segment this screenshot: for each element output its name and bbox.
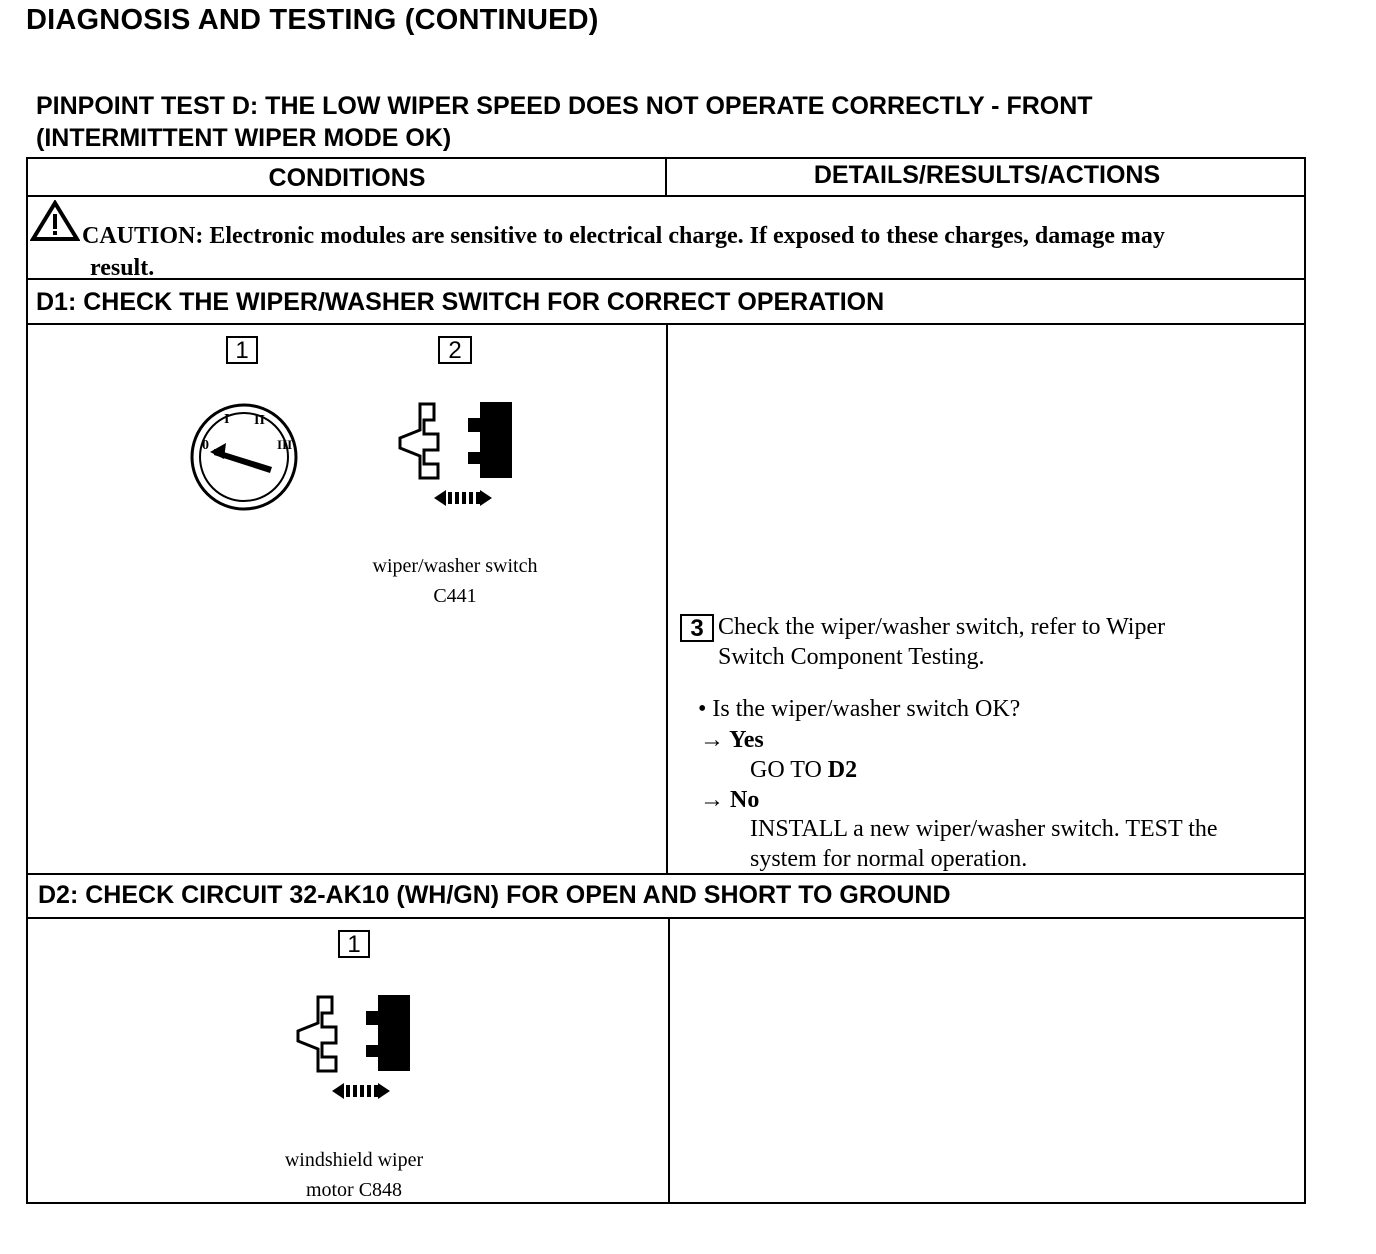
d2-connector-id: motor C848 bbox=[305, 1179, 403, 1201]
column-header-conditions: CONDITIONS bbox=[268, 164, 426, 192]
d2-step-title: D2: CHECK CIRCUIT 32-AK10 (WH/GN) FOR OPEN AND SHORT TO GROUND bbox=[38, 881, 951, 909]
d1-step-title: D1: CHECK THE WIPER/WASHER SWITCH FOR CORRECT OPERATION bbox=[36, 288, 885, 316]
test-title-line-2: (INTERMITTENT WIPER MODE OK) bbox=[36, 124, 452, 152]
d1-question: • Is the wiper/washer switch OK? bbox=[698, 696, 1021, 722]
d2-connector-name: windshield wiper bbox=[284, 1149, 424, 1171]
caution-line-1 bbox=[82, 220, 1165, 252]
d1-step-3-box: 3 bbox=[680, 614, 714, 642]
d1-connector-caption bbox=[330, 551, 580, 611]
warning-triangle-icon bbox=[30, 200, 80, 242]
caution-label: CAUTION: bbox=[82, 223, 204, 249]
d1-step-3-line-1: Check the wiper/washer switch, refer to Wiper bbox=[718, 614, 1166, 640]
d1-step-3-line-2: Switch Component Testing. bbox=[718, 644, 985, 670]
d1-yes-action bbox=[750, 755, 857, 785]
d1-connector-name: wiper/washer switch bbox=[372, 555, 538, 577]
column-header-details: DETAILS/RESULTS/ACTIONS bbox=[813, 161, 1161, 189]
rule-d2-title-bottom bbox=[26, 917, 1306, 919]
rule-caution-bottom bbox=[26, 278, 1306, 280]
d1-yes-label: → Yes bbox=[700, 727, 764, 753]
d1-no-label: → No bbox=[700, 787, 760, 813]
d2-connector-caption bbox=[229, 1145, 479, 1205]
d1-step-1-box: 1 bbox=[226, 336, 258, 364]
ignition-pos-0: 0 bbox=[202, 438, 209, 453]
caution-line-2: result. bbox=[90, 255, 155, 281]
caution-text: Electronic modules are sensitive to electrical charge. If exposed to these charges, damage may bbox=[209, 223, 1165, 249]
d1-yes-action-target[interactable]: D2 bbox=[827, 757, 858, 783]
d1-step-2-box: 2 bbox=[438, 336, 472, 364]
ignition-pos-3: III bbox=[277, 437, 293, 452]
ignition-pos-1: I bbox=[224, 412, 230, 427]
d1-no-action bbox=[750, 814, 1300, 874]
pinpoint-test-title bbox=[36, 90, 1256, 154]
page-title: DIAGNOSIS AND TESTING (CONTINUED) bbox=[26, 4, 599, 36]
column-divider-d2 bbox=[668, 917, 670, 1204]
d1-no-action-line-1: INSTALL a new wiper/washer switch. TEST the bbox=[750, 816, 1218, 842]
test-title-line-1: PINPOINT TEST D: THE LOW WIPER SPEED DOES NOT OPERATE CORRECTLY - FRONT bbox=[36, 92, 1093, 120]
connector-disconnect-icon bbox=[290, 991, 420, 1106]
d1-no-action-line-2: system for normal operation. bbox=[750, 846, 1028, 872]
d1-connector-id: C441 bbox=[433, 585, 477, 607]
column-divider-d1 bbox=[666, 323, 668, 875]
ignition-pos-2: II bbox=[254, 413, 265, 428]
connector-disconnect-icon bbox=[392, 398, 522, 513]
d1-step-3-text bbox=[718, 612, 1298, 672]
ignition-switch-icon bbox=[184, 397, 304, 517]
d1-yes-action-prefix: GO TO bbox=[750, 757, 828, 783]
d2-step-1-box: 1 bbox=[338, 930, 370, 958]
